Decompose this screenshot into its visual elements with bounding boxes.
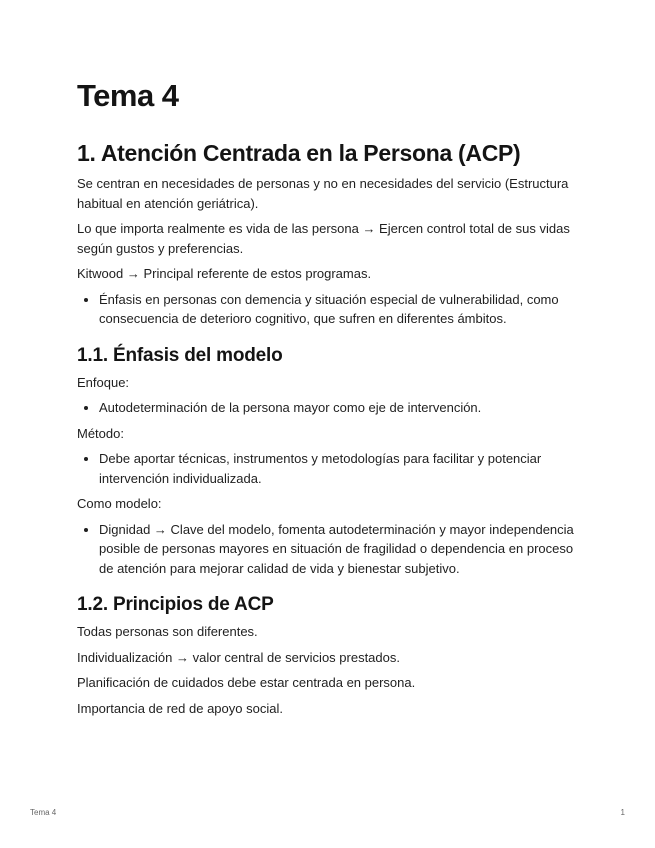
paragraph: Se centran en necesidades de personas y no en necesidades del servicio (Estructura habitual en atención geriátrica). [77, 176, 569, 211]
label: Como modelo: [77, 496, 162, 511]
footer-page-number: 1 [620, 808, 625, 817]
list-item: • Énfasis en personas con demencia y situación especial de vulnerabilidad, como consecuencia de deterioro cognitivo, que sufren en diferentes ámbitos. [99, 290, 577, 329]
bullet-list [77, 520, 577, 579]
paragraph: Todas personas son diferentes. [77, 624, 258, 639]
section-principios [77, 592, 577, 718]
subsection-heading: 1.1. Énfasis del modelo [77, 344, 283, 366]
section-acp [77, 138, 577, 329]
list-item: • Dignidad → Clave del modelo, fomenta autodeterminación y mayor independencia posible de personas mayores en situación de fragilidad o dependencia en proceso de atención para mejorar calidad de vida y bienestar subjetivo. [99, 520, 577, 579]
subsection-heading: 1.2. Principios de ACP [77, 594, 274, 615]
page-title: Tema 4 [77, 78, 179, 113]
paragraph: Planificación de cuidados debe estar centrada en persona. [77, 675, 416, 690]
list-item: • Debe aportar técnicas, instrumentos y metodologías para facilitar y potenciar intervención individualizada. [99, 449, 577, 488]
paragraph: Kitwood → Principal referente de estos programas. [77, 266, 372, 281]
label: Enfoque: [77, 374, 130, 390]
label: Método: [77, 425, 124, 441]
list-item: • Autodeterminación de la persona mayor como eje de intervención. [99, 398, 577, 418]
section-enfasis [77, 343, 577, 579]
bullet-list [77, 449, 577, 488]
document-page [77, 76, 577, 724]
bullet-list [77, 398, 577, 418]
section-heading: 1. Atención Centrada en la Persona (ACP) [77, 140, 521, 166]
bullet-list [77, 290, 577, 329]
paragraph: Individualización → valor central de servicios prestados. [77, 649, 400, 665]
paragraph: Lo que importa realmente es vida de las persona → Ejercen control total de sus vidas según gustos y preferencias. [77, 221, 570, 256]
footer-doc-title: Tema 4 [30, 808, 57, 817]
paragraph: Importancia de red de apoyo social. [77, 700, 283, 716]
